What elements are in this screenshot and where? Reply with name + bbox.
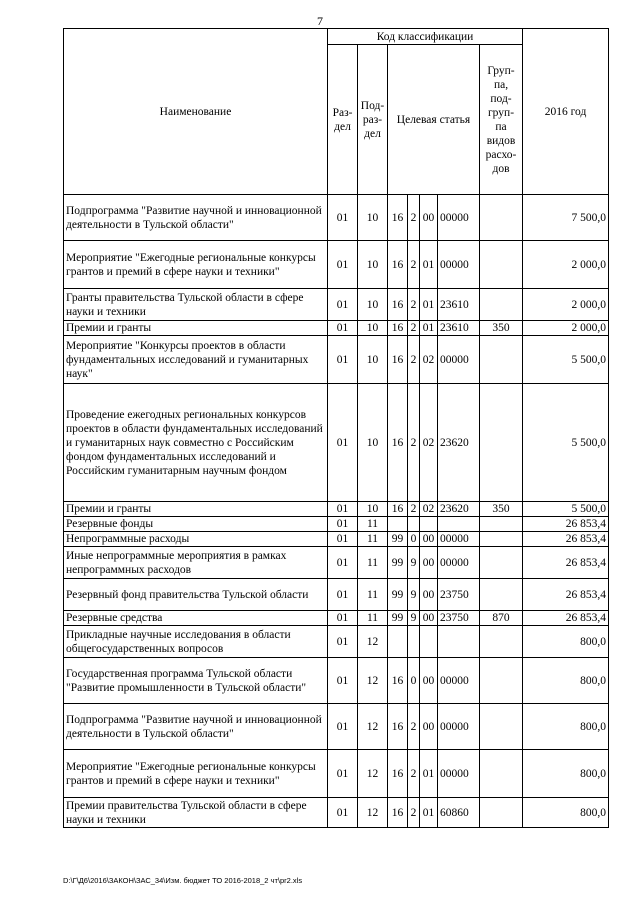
row-amount: 5 500,0 — [523, 384, 609, 502]
row-target-program — [388, 517, 408, 532]
row-target-program: 16 — [388, 658, 408, 704]
row-name: Резервные средства — [64, 611, 328, 626]
table-row — [64, 336, 609, 384]
row-section: 01 — [328, 704, 358, 750]
row-name: Подпрограмма "Развитие научной и инновационной деятельности в Тульской области" — [64, 704, 328, 750]
row-target-subprogram — [408, 517, 420, 532]
row-target-direction: 00000 — [438, 704, 480, 750]
row-amount: 5 500,0 — [523, 502, 609, 517]
table-row — [64, 579, 609, 611]
row-target-program: 16 — [388, 336, 408, 384]
row-amount: 2 000,0 — [523, 241, 609, 289]
row-section: 01 — [328, 321, 358, 336]
row-target-program: 99 — [388, 611, 408, 626]
row-target-subprogram: 0 — [408, 532, 420, 547]
row-target-event: 01 — [420, 798, 438, 828]
row-expense-type — [480, 579, 523, 611]
row-target-event: 00 — [420, 195, 438, 241]
row-target-subprogram: 2 — [408, 502, 420, 517]
row-section: 01 — [328, 798, 358, 828]
row-section: 01 — [328, 195, 358, 241]
row-target-event: 02 — [420, 336, 438, 384]
row-target-program: 99 — [388, 547, 408, 579]
header-expense-group: Груп- па, под- груп- па видов расхо- дов — [480, 45, 523, 195]
row-target-subprogram: 2 — [408, 750, 420, 798]
row-target-program: 16 — [388, 384, 408, 502]
row-section: 01 — [328, 547, 358, 579]
row-expense-type — [480, 241, 523, 289]
row-amount: 7 500,0 — [523, 195, 609, 241]
table-row — [64, 384, 609, 502]
table-row — [64, 626, 609, 658]
row-target-direction: 60860 — [438, 798, 480, 828]
row-expense-type — [480, 532, 523, 547]
row-target-direction: 00000 — [438, 532, 480, 547]
row-amount: 26 853,4 — [523, 547, 609, 579]
row-target-direction: 23620 — [438, 384, 480, 502]
row-subsection: 10 — [358, 384, 388, 502]
row-target-direction: 00000 — [438, 241, 480, 289]
row-name: Мероприятие "Конкурсы проектов в области фундаментальных исследований и гуманитарных наук" — [64, 336, 328, 384]
row-amount: 26 853,4 — [523, 611, 609, 626]
row-name: Резервный фонд правительства Тульской области — [64, 579, 328, 611]
row-target-event: 01 — [420, 321, 438, 336]
row-subsection: 12 — [358, 658, 388, 704]
row-subsection: 11 — [358, 611, 388, 626]
table-row — [64, 704, 609, 750]
row-amount: 2 000,0 — [523, 321, 609, 336]
row-target-subprogram: 2 — [408, 704, 420, 750]
row-target-event: 01 — [420, 750, 438, 798]
row-section: 01 — [328, 658, 358, 704]
row-expense-type — [480, 798, 523, 828]
row-subsection: 12 — [358, 798, 388, 828]
table-row — [64, 547, 609, 579]
row-target-subprogram: 9 — [408, 579, 420, 611]
row-section: 01 — [328, 241, 358, 289]
row-target-program — [388, 626, 408, 658]
row-target-direction: 00000 — [438, 750, 480, 798]
row-target-event: 00 — [420, 704, 438, 750]
row-target-direction — [438, 626, 480, 658]
row-name: Подпрограмма "Развитие научной и инновационной деятельности в Тульской области" — [64, 195, 328, 241]
row-target-event: 01 — [420, 289, 438, 321]
row-name: Премии и гранты — [64, 502, 328, 517]
row-subsection: 11 — [358, 579, 388, 611]
row-target-event: 00 — [420, 532, 438, 547]
table-row — [64, 241, 609, 289]
row-section: 01 — [328, 750, 358, 798]
row-section: 01 — [328, 289, 358, 321]
row-name: Государственная программа Тульской области "Развитие промышленности в Тульской области" — [64, 658, 328, 704]
table-row — [64, 321, 609, 336]
row-amount: 26 853,4 — [523, 532, 609, 547]
row-target-event: 01 — [420, 241, 438, 289]
row-section: 01 — [328, 336, 358, 384]
row-target-event: 00 — [420, 579, 438, 611]
row-target-subprogram: 9 — [408, 547, 420, 579]
page-number: 7 — [317, 14, 323, 28]
row-target-program: 16 — [388, 241, 408, 289]
row-amount: 26 853,4 — [523, 517, 609, 532]
row-subsection: 12 — [358, 626, 388, 658]
row-section: 01 — [328, 611, 358, 626]
row-target-subprogram: 2 — [408, 798, 420, 828]
row-target-subprogram: 2 — [408, 241, 420, 289]
row-target-subprogram: 9 — [408, 611, 420, 626]
row-target-subprogram: 2 — [408, 289, 420, 321]
row-target-program: 99 — [388, 532, 408, 547]
row-subsection: 10 — [358, 241, 388, 289]
table-row — [64, 611, 609, 626]
row-amount: 800,0 — [523, 658, 609, 704]
row-target-event: 02 — [420, 502, 438, 517]
table-body — [64, 195, 609, 828]
row-section: 01 — [328, 532, 358, 547]
row-name: Премии и гранты — [64, 321, 328, 336]
row-target-program: 16 — [388, 502, 408, 517]
row-target-event — [420, 626, 438, 658]
row-section: 01 — [328, 579, 358, 611]
row-section: 01 — [328, 502, 358, 517]
row-name: Непрограммные расходы — [64, 532, 328, 547]
header-section: Раз- дел — [328, 45, 358, 195]
row-subsection: 10 — [358, 336, 388, 384]
row-expense-type — [480, 626, 523, 658]
row-section: 01 — [328, 384, 358, 502]
row-subsection: 11 — [358, 517, 388, 532]
row-subsection: 11 — [358, 532, 388, 547]
row-target-direction: 23620 — [438, 502, 480, 517]
row-section: 01 — [328, 626, 358, 658]
row-expense-type — [480, 289, 523, 321]
row-expense-type — [480, 658, 523, 704]
row-target-program: 16 — [388, 798, 408, 828]
row-subsection: 12 — [358, 704, 388, 750]
row-amount: 26 853,4 — [523, 579, 609, 611]
row-name: Проведение ежегодных региональных конкурсов проектов в области фундаментальных исследований и гуманитарных наук совместно с Российским фондом фундаментальных исследований и Российским гуманитарным научным фондом — [64, 384, 328, 502]
row-amount: 800,0 — [523, 798, 609, 828]
row-target-direction: 23610 — [438, 321, 480, 336]
row-expense-type: 350 — [480, 321, 523, 336]
row-target-event: 00 — [420, 611, 438, 626]
row-subsection: 11 — [358, 547, 388, 579]
row-target-program: 16 — [388, 704, 408, 750]
row-target-event: 00 — [420, 547, 438, 579]
row-target-direction: 00000 — [438, 336, 480, 384]
table-row — [64, 517, 609, 532]
row-amount: 800,0 — [523, 750, 609, 798]
row-expense-type — [480, 547, 523, 579]
row-target-direction: 23750 — [438, 611, 480, 626]
header-target-article: Целевая статья — [388, 45, 480, 195]
header-year: 2016 год — [523, 29, 609, 195]
table-row — [64, 658, 609, 704]
row-expense-type — [480, 384, 523, 502]
row-name: Прикладные научные исследования в области общегосударственных вопросов — [64, 626, 328, 658]
row-expense-type — [480, 704, 523, 750]
row-target-direction: 00000 — [438, 195, 480, 241]
row-target-direction: 23750 — [438, 579, 480, 611]
table-row — [64, 195, 609, 241]
row-expense-type — [480, 195, 523, 241]
row-subsection: 10 — [358, 195, 388, 241]
row-amount: 5 500,0 — [523, 336, 609, 384]
row-target-direction — [438, 517, 480, 532]
file-path-footer: D:\Г\Д6\2016\ЗАКОН\ЗАС_34\Изм. бюджет ТО 2016-2018_2 чт\pr2.xls — [63, 876, 303, 885]
row-expense-type — [480, 750, 523, 798]
row-target-subprogram: 2 — [408, 321, 420, 336]
row-target-program: 16 — [388, 195, 408, 241]
row-target-subprogram — [408, 626, 420, 658]
row-subsection: 10 — [358, 502, 388, 517]
row-name: Иные непрограммные мероприятия в рамках непрограммных расходов — [64, 547, 328, 579]
row-target-direction: 00000 — [438, 547, 480, 579]
row-name: Гранты правительства Тульской области в сфере науки и техники — [64, 289, 328, 321]
row-section: 01 — [328, 517, 358, 532]
row-target-program: 16 — [388, 321, 408, 336]
row-name: Резервные фонды — [64, 517, 328, 532]
row-name: Премии правительства Тульской области в сфере науки и техники — [64, 798, 328, 828]
header-name: Наименование — [64, 29, 328, 195]
row-expense-type — [480, 517, 523, 532]
row-subsection: 10 — [358, 321, 388, 336]
row-target-subprogram: 0 — [408, 658, 420, 704]
row-target-subprogram: 2 — [408, 384, 420, 502]
budget-table — [63, 28, 609, 828]
row-target-program: 16 — [388, 750, 408, 798]
row-amount: 2 000,0 — [523, 289, 609, 321]
row-subsection: 12 — [358, 750, 388, 798]
row-expense-type: 350 — [480, 502, 523, 517]
row-amount: 800,0 — [523, 704, 609, 750]
header-subsection: Под- раз- дел — [358, 45, 388, 195]
row-target-subprogram: 2 — [408, 336, 420, 384]
row-amount: 800,0 — [523, 626, 609, 658]
table-row — [64, 289, 609, 321]
row-expense-type: 870 — [480, 611, 523, 626]
table-row — [64, 502, 609, 517]
table-row — [64, 798, 609, 828]
row-target-subprogram: 2 — [408, 195, 420, 241]
row-name: Мероприятие "Ежегодные региональные конкурсы грантов и премий в сфере науки и техники" — [64, 750, 328, 798]
row-expense-type — [480, 336, 523, 384]
row-target-event: 02 — [420, 384, 438, 502]
table-row — [64, 532, 609, 547]
header-classification: Код классификации — [328, 29, 523, 45]
row-target-event — [420, 517, 438, 532]
row-target-program: 16 — [388, 289, 408, 321]
row-target-direction: 23610 — [438, 289, 480, 321]
row-name: Мероприятие "Ежегодные региональные конкурсы грантов и премий в сфере науки и техники" — [64, 241, 328, 289]
row-target-event: 00 — [420, 658, 438, 704]
table-row — [64, 750, 609, 798]
row-target-program: 99 — [388, 579, 408, 611]
row-subsection: 10 — [358, 289, 388, 321]
row-target-direction: 00000 — [438, 658, 480, 704]
